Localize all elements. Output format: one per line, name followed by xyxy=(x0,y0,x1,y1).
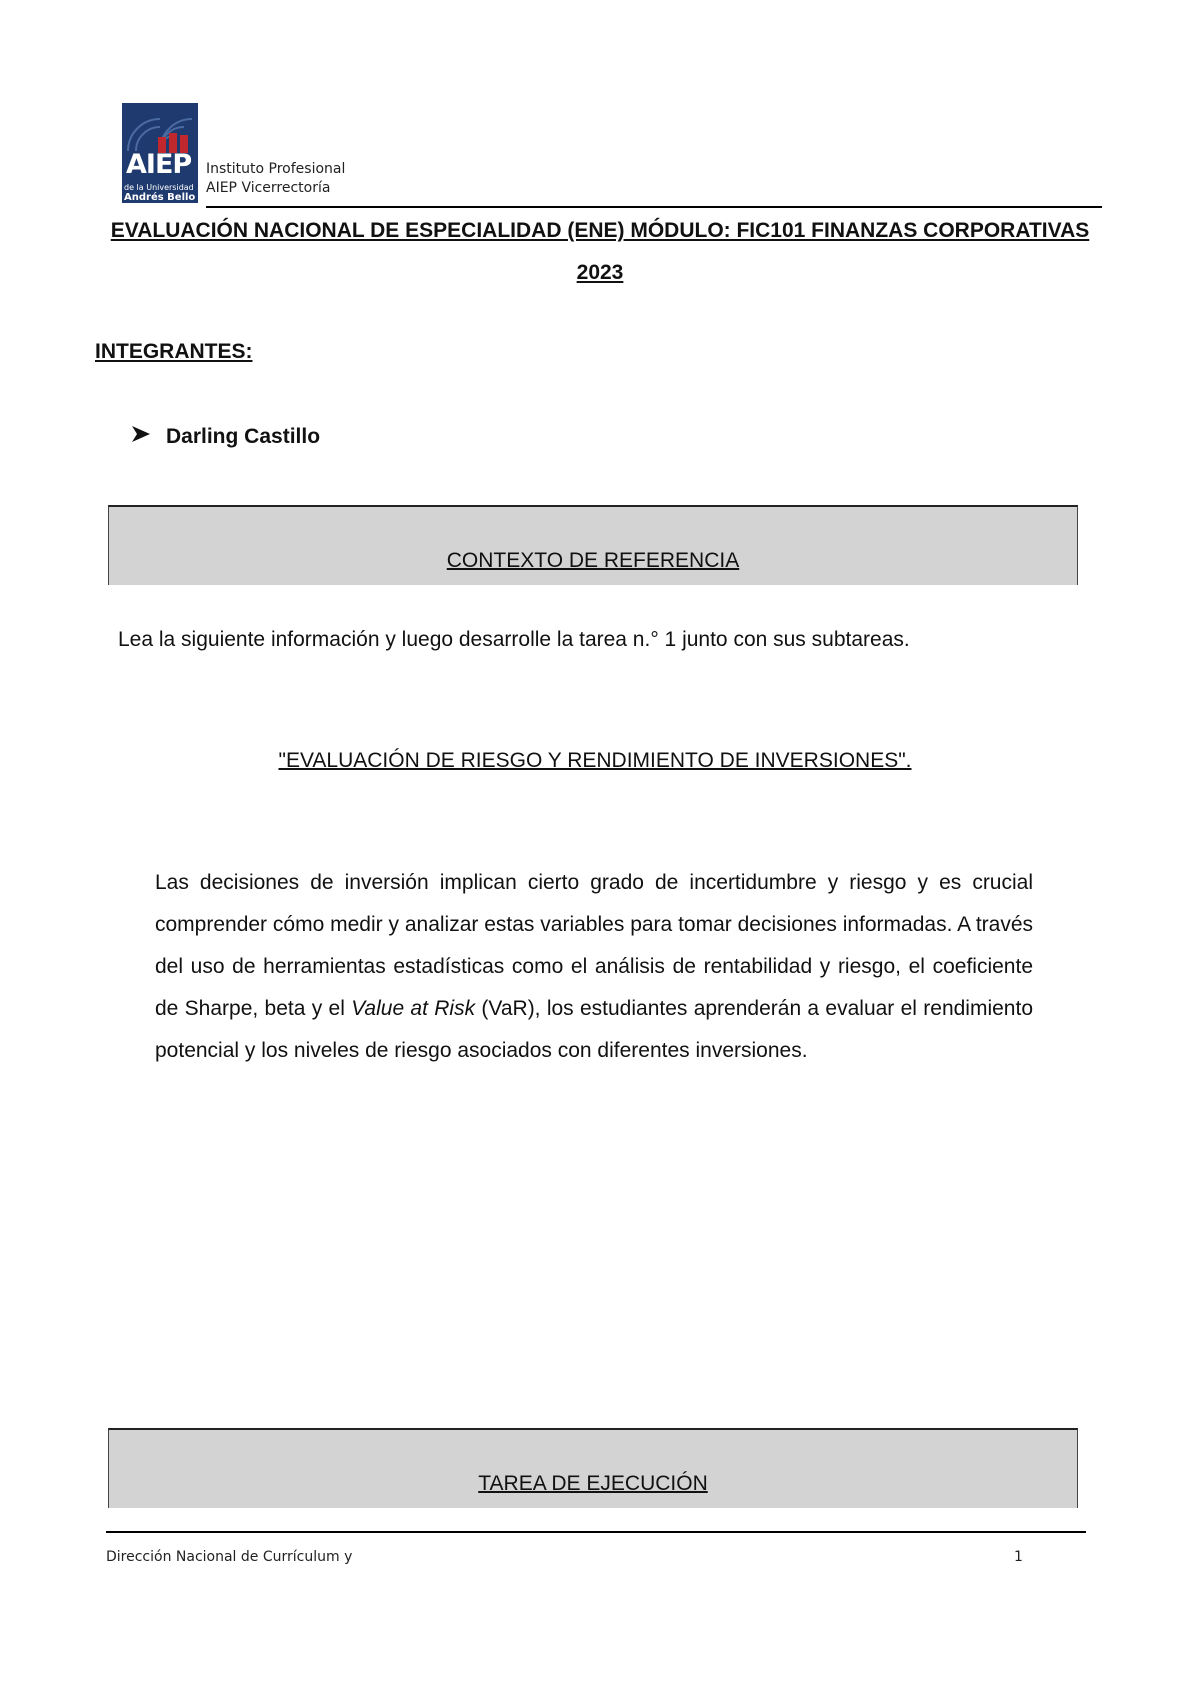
section-header-task xyxy=(108,1428,1078,1508)
header-divider xyxy=(206,206,1102,208)
member-list-item xyxy=(130,424,320,450)
context-paragraph xyxy=(155,862,1033,1072)
institute-department: AIEP Vicerrectoría xyxy=(206,180,331,196)
arrow-bullet-icon xyxy=(130,424,166,450)
section-label: TAREA DE EJECUCIÓN xyxy=(478,1472,708,1495)
logo-subtitle-bold: Andrés Bello xyxy=(124,192,196,203)
logo-subtitle: de la Universidad xyxy=(124,183,194,192)
document-title: EVALUACIÓN NACIONAL DE ESPECIALIDAD (ENE) MÓDULO: FIC101 FINANZAS CORPORATIVAS 2023 xyxy=(110,219,1090,284)
footer-divider xyxy=(106,1531,1086,1533)
institute-name: Instituto Profesional xyxy=(206,161,346,177)
member-name: Darling Castillo xyxy=(166,425,321,448)
case-title: "EVALUACIÓN DE RIESGO Y RENDIMIENTO DE INVERSIONES". xyxy=(278,749,912,772)
paragraph-italic: Value at Risk xyxy=(351,997,476,1020)
paragraph-text: Las decisiones de inversión implican cierto grado de incertidumbre y riesgo y es crucial comprender cómo medir y analizar estas variables para tomar decisiones informadas. A través del uso de herramientas estadísticas como el análisis de rentabilidad y riesgo, el coeficiente de Sharpe, beta y el xyxy=(155,871,1033,1020)
page-number: 1 xyxy=(1014,1549,1023,1565)
intro-text: Lea la siguiente información y luego desarrolle la tarea n.° 1 junto con sus subtareas. xyxy=(118,628,910,651)
section-label: CONTEXTO DE REFERENCIA xyxy=(446,549,740,572)
logo-wordmark: AIEP xyxy=(126,149,192,180)
footer-text: Dirección Nacional de Currículum y xyxy=(106,1549,353,1565)
section-header-context xyxy=(108,505,1078,585)
members-heading: INTEGRANTES: xyxy=(95,340,253,363)
aiep-logo xyxy=(122,103,198,203)
institute-block xyxy=(206,160,345,198)
paragraph-text-end: (VaR), los estudiantes aprenderán a evaluar el rendimiento potencial y los niveles de riesgo asociados con diferentes inversiones. xyxy=(155,997,1033,1062)
